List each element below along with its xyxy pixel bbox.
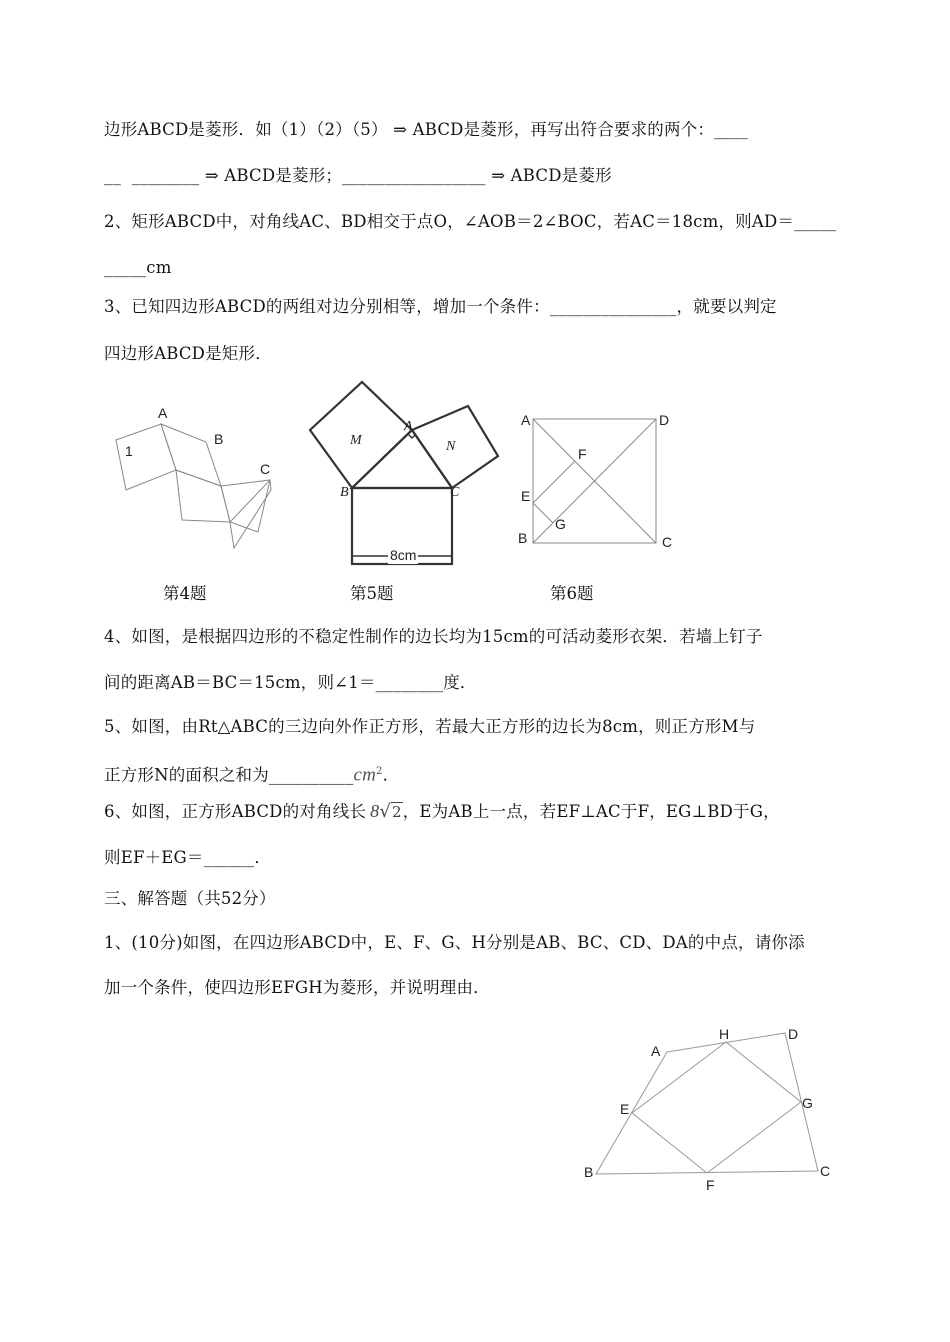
caption-figure-5: 第5题: [350, 584, 394, 603]
fig6-label-f: F: [578, 446, 587, 462]
caption-figure-4: 第4题: [163, 584, 207, 603]
fig5-label-b: B: [340, 485, 349, 500]
rhombus-5: [230, 480, 271, 548]
unit-cm: cm: [353, 764, 376, 786]
text-line: 1、(10分)如图，在四边形ABCD中，E、F、G、H分别是AB、BC、CD、DA的中点，请你添: [104, 933, 805, 952]
fig7-label-e: E: [620, 1101, 630, 1117]
radical-sign: √: [379, 801, 391, 822]
text-segment: ．: [382, 765, 400, 785]
text-line: 3、已知四边形ABCD的两组对边分别相等，增加一个条件：_______________，就要以判定: [104, 297, 777, 316]
text-line: 间的距离AB＝BC＝15cm，则∠1＝________度．: [104, 673, 477, 692]
text-line: _____cm: [104, 258, 172, 277]
text-segment: ，E为AB上一点，若EF⊥AC于F，EG⊥BD于G，: [402, 802, 780, 821]
text-line: __ ________ ⇒ ABCD是菱形；_________________ ⇒ ABCD是菱形: [104, 166, 612, 185]
fig6-label-b: B: [518, 530, 528, 546]
text-segment: 6、如图，正方形ABCD的对角线长: [104, 802, 367, 821]
text-line: 边形ABCD是菱形．如（1）（2）（5） ⇒ ABCD是菱形，再写出符合要求的两个：____: [104, 120, 748, 139]
fig5-label-a: A: [404, 419, 413, 434]
unit-exponent: 2: [376, 766, 383, 777]
fig6-label-d: D: [659, 412, 670, 428]
fig6-label-a: A: [521, 412, 531, 428]
segment-eg: [533, 503, 553, 523]
text-line: [104, 762, 399, 786]
fig7-label-c: C: [820, 1163, 831, 1179]
fig6-label-e: E: [521, 488, 531, 504]
text-line: 四边形ABCD是矩形．: [104, 344, 272, 363]
fig5-label-8cm: 8cm: [390, 547, 417, 563]
segment-ef: [533, 461, 575, 503]
text-line: 加一个条件，使四边形EFGH为菱形，并说明理由．: [104, 978, 490, 997]
fig7-label-g: G: [802, 1095, 813, 1111]
figure-5-squares: [300, 378, 505, 573]
fig7-label-a: A: [651, 1043, 661, 1059]
triangle-abc: [352, 430, 452, 488]
section-heading: 三、解答题（共52分）: [104, 889, 276, 908]
fig6-label-g: G: [555, 516, 566, 532]
fig4-label-c: C: [260, 461, 271, 477]
rhombus-2: [161, 424, 224, 486]
fig7-label-b: B: [584, 1164, 594, 1180]
caption-figure-6: 第6题: [550, 584, 594, 603]
fig5-label-n: N: [446, 439, 456, 454]
text-line: [104, 801, 780, 822]
text-line: 4、如图，是根据四边形的不稳定性制作的边长均为15cm的可活动菱形衣架．若墙上钉子: [104, 627, 763, 646]
fig7-label-h: H: [719, 1026, 730, 1042]
text-line: 则EF＋EG＝______．: [104, 848, 272, 867]
fig4-label-angle-1: 1: [125, 443, 133, 459]
text-line: 2、矩形ABCD中，对角线AC、BD相交于点O，∠AOB＝2∠BOC，若AC＝18cm，则AD＝_____: [104, 212, 837, 231]
fig7-label-f: F: [706, 1177, 715, 1193]
figure-4-hanger: [108, 398, 288, 553]
fig5-label-m: M: [350, 433, 362, 448]
text-segment: 正方形N的面积之和为__________: [104, 765, 354, 785]
fig6-label-c: C: [662, 534, 673, 550]
figure-6-square: [512, 405, 682, 553]
figure-quadrilateral-efgh: [578, 1018, 840, 1198]
fig5-label-c: C: [450, 485, 460, 500]
fig4-label-b: B: [214, 431, 224, 447]
quadrilateral-efgh: [632, 1042, 801, 1173]
fig4-label-a: A: [158, 405, 168, 421]
radical-coefficient: 8: [370, 801, 380, 821]
radicand: 2: [391, 803, 402, 821]
rhombus-3: [176, 470, 230, 522]
fig7-label-d: D: [788, 1026, 799, 1042]
text-line: 5、如图，由Rt△ABC的三边向外作正方形，若最大正方形的边长为8cm，则正方形M与: [104, 717, 756, 736]
